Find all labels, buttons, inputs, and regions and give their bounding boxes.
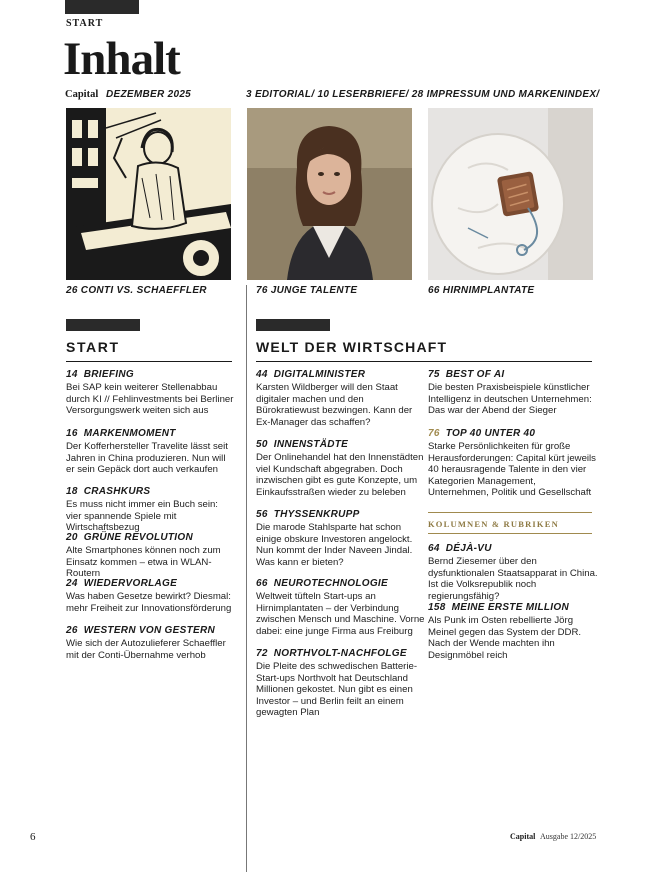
toc-entry[interactable] xyxy=(66,532,236,580)
entry-title: INNENSTÄDTE xyxy=(273,439,349,450)
feature-caption-hirnimplantate[interactable]: 66 HIRNIMPLANTATE xyxy=(428,285,535,296)
toc-entry[interactable] xyxy=(66,486,236,534)
toc-entry[interactable] xyxy=(428,369,598,417)
entry-page-number: 16 xyxy=(66,428,78,439)
column-rule-welt xyxy=(256,361,592,362)
entry-page-number: 14 xyxy=(66,369,78,380)
page-number: 6 xyxy=(30,831,36,843)
entry-title: NORTHVOLT-NACHFOLGE xyxy=(273,648,407,659)
entry-title: MARKENMOMENT xyxy=(83,428,176,439)
entry-head xyxy=(428,428,598,440)
toc-entry[interactable] xyxy=(256,578,426,637)
column-bar-welt xyxy=(256,319,330,331)
entry-text: Bernd Ziesemer über den dysfunktionalen Staatsapparat in China. Ist die Volksrepublik noch regierungsfähig? xyxy=(428,556,598,602)
entry-head xyxy=(256,509,426,521)
entry-title: TOP 40 UNTER 40 xyxy=(445,428,536,439)
entry-title: CRASHKURS xyxy=(83,486,151,497)
rubrik-rule-top xyxy=(428,512,592,513)
toc-entry[interactable] xyxy=(256,648,426,719)
entry-head xyxy=(66,369,236,381)
entry-text: Alte Smartphones können noch zum Einsatz kommen – etwa in WLAN-Routern xyxy=(66,545,221,580)
entry-page-number: 20 xyxy=(66,532,78,543)
masthead-brand: Capital xyxy=(65,89,99,100)
entry-head xyxy=(428,602,598,614)
entry-page-number: 24 xyxy=(66,578,78,589)
feature-caption-conti[interactable]: 26 CONTI VS. SCHAEFFLER xyxy=(66,285,207,296)
toc-entry[interactable] xyxy=(428,602,598,661)
entry-title: BRIEFING xyxy=(83,369,134,380)
entry-page-number: 66 xyxy=(256,578,268,589)
entry-text: Die besten Praxisbeispiele künstlicher Intelligenz in deutschen Unternehmen: Das war der Abend der Sieger xyxy=(428,382,592,417)
column-divider xyxy=(246,285,247,872)
entry-head xyxy=(256,439,426,451)
column-heading-welt: WELT DER WIRTSCHAFT xyxy=(256,339,448,355)
toc-entry[interactable] xyxy=(256,439,426,498)
entry-text: Weltweit tüfteln Start-ups an Hirnimplantaten – der Verbindung zwischen Mensch und Maschine. Vorne dabei: eine junge Firma aus Freiburg xyxy=(256,591,425,637)
implant-photo xyxy=(428,108,593,280)
entry-head xyxy=(256,648,426,660)
entry-text: Die Pleite des schwedischen Batterie-Start-ups Northvolt hat Deutschland Millionen gekostet. Nun gibt es einen Investor – und Berlin feilt an einem gewagten Plan xyxy=(256,661,418,719)
entry-title: DIGITALMINISTER xyxy=(273,369,366,380)
entry-title: MEINE ERSTE MILLION xyxy=(451,602,569,613)
illustration-car xyxy=(66,108,231,280)
entry-title: BEST OF AI xyxy=(445,369,505,380)
entry-head xyxy=(66,428,236,440)
footer-issue: Ausgabe 12/2025 xyxy=(540,832,597,841)
toc-entry[interactable] xyxy=(66,369,236,417)
entry-title: GRÜNE REVOLUTION xyxy=(83,532,193,543)
footer-brand: Capital xyxy=(510,832,536,841)
entry-page-number: 56 xyxy=(256,509,268,520)
entry-page-number: 72 xyxy=(256,648,268,659)
entry-page-number: 158 xyxy=(428,602,446,613)
entry-text: Es muss nicht immer ein Buch sein: vier spannende Spiele mit Wirtschaftsbezug xyxy=(66,499,218,534)
entry-text: Wie sich der Autozulieferer Schaeffler mit der Conti-Übernahme verhob xyxy=(66,638,226,661)
feature-image-talente[interactable] xyxy=(247,108,412,280)
section-kicker: START xyxy=(66,18,104,29)
entry-head xyxy=(66,486,236,498)
entry-text: Der Onlinehandel hat den Innenstädten viel Kundschaft abgegraben. Doch inzwischen gibt es gute Konzepte, um Einkaufsstraßen wieder zu beleben xyxy=(256,452,424,498)
toc-entry[interactable] xyxy=(66,625,236,661)
rubrik-rule-bottom xyxy=(428,533,592,534)
feature-image-conti[interactable] xyxy=(66,108,231,280)
entry-page-number: 26 xyxy=(66,625,78,636)
toc-entry[interactable] xyxy=(66,578,236,614)
portrait-photo xyxy=(247,108,412,280)
entry-head xyxy=(256,578,426,590)
entry-title: NEUROTECHNOLOGIE xyxy=(273,578,388,589)
entry-page-number: 18 xyxy=(66,486,78,497)
entry-head xyxy=(428,543,598,555)
column-bar-start xyxy=(66,319,140,331)
entry-title: WIEDERVORLAGE xyxy=(83,578,178,589)
entry-head xyxy=(428,369,598,381)
entry-title: WESTERN VON GESTERN xyxy=(83,625,216,636)
feature-caption-talente[interactable]: 76 JUNGE TALENTE xyxy=(256,285,358,296)
top-bar xyxy=(65,0,139,14)
column-heading-start: START xyxy=(66,339,120,355)
entry-head xyxy=(66,625,236,637)
entry-page-number: 75 xyxy=(428,369,440,380)
entry-head xyxy=(66,578,236,590)
entry-title: DÉJÀ-VU xyxy=(445,543,492,554)
entry-page-number: 64 xyxy=(428,543,440,554)
column-rule-start xyxy=(66,361,232,362)
entry-text: Der Kofferhersteller Travelite lässt seit Jahren in China produzieren. Nun will er sein Gepäck dort auch verkaufen xyxy=(66,441,228,476)
rubrik-label: KOLUMNEN & RUBRIKEN xyxy=(428,519,559,529)
entry-text: Bei SAP kein weiterer Stellenabbau durch KI // Fehlinvestments bei Berliner Versorgungswerk weiten sich aus xyxy=(66,382,234,417)
toc-entry[interactable] xyxy=(256,509,426,568)
entry-text: Als Punk im Osten rebellierte Jörg Meinel gegen das System der DDR. Nach der Wende machten ihn Designmöbel reich xyxy=(428,615,582,661)
page-title: Inhalt xyxy=(63,33,180,85)
toc-entry[interactable] xyxy=(66,428,236,476)
feature-image-hirnimplantate[interactable] xyxy=(428,108,593,280)
entry-title: THYSSENKRUPP xyxy=(273,509,360,520)
entry-head xyxy=(66,532,236,544)
entry-head xyxy=(256,369,426,381)
masthead-issue: DEZEMBER 2025 xyxy=(106,89,192,100)
entry-page-number: 76 xyxy=(428,428,440,439)
toc-entry[interactable] xyxy=(256,369,426,428)
toc-entry[interactable] xyxy=(428,428,598,499)
entry-text: Was haben Gesetze bewirkt? Diesmal: mehr Freiheit zur Innovationsförderung xyxy=(66,591,232,614)
entry-text: Karsten Wildberger will den Staat digitaler machen und den Bürokratiewust bezwingen. Kann der Ex-Manager das schaffen? xyxy=(256,382,413,428)
entry-page-number: 50 xyxy=(256,439,268,450)
entry-text: Starke Persönlichkeiten für große Herausforderungen: Capital kürt jeweils 40 herausragende Talente in den vier Kategorien Management, Unternehmen, Politik und Gesellschaft xyxy=(428,441,596,499)
masthead-links[interactable]: 3 EDITORIAL/ 10 LESERBRIEFE/ 28 IMPRESSUM UND MARKENINDEX/ xyxy=(246,89,600,100)
entry-page-number: 44 xyxy=(256,369,268,380)
toc-entry[interactable] xyxy=(428,543,598,602)
entry-text: Die marode Stahlsparte hat schon einige obskure Investoren angelockt. Nun kommt der Inder Naveen Jindal. Was kann er bieten? xyxy=(256,522,413,568)
